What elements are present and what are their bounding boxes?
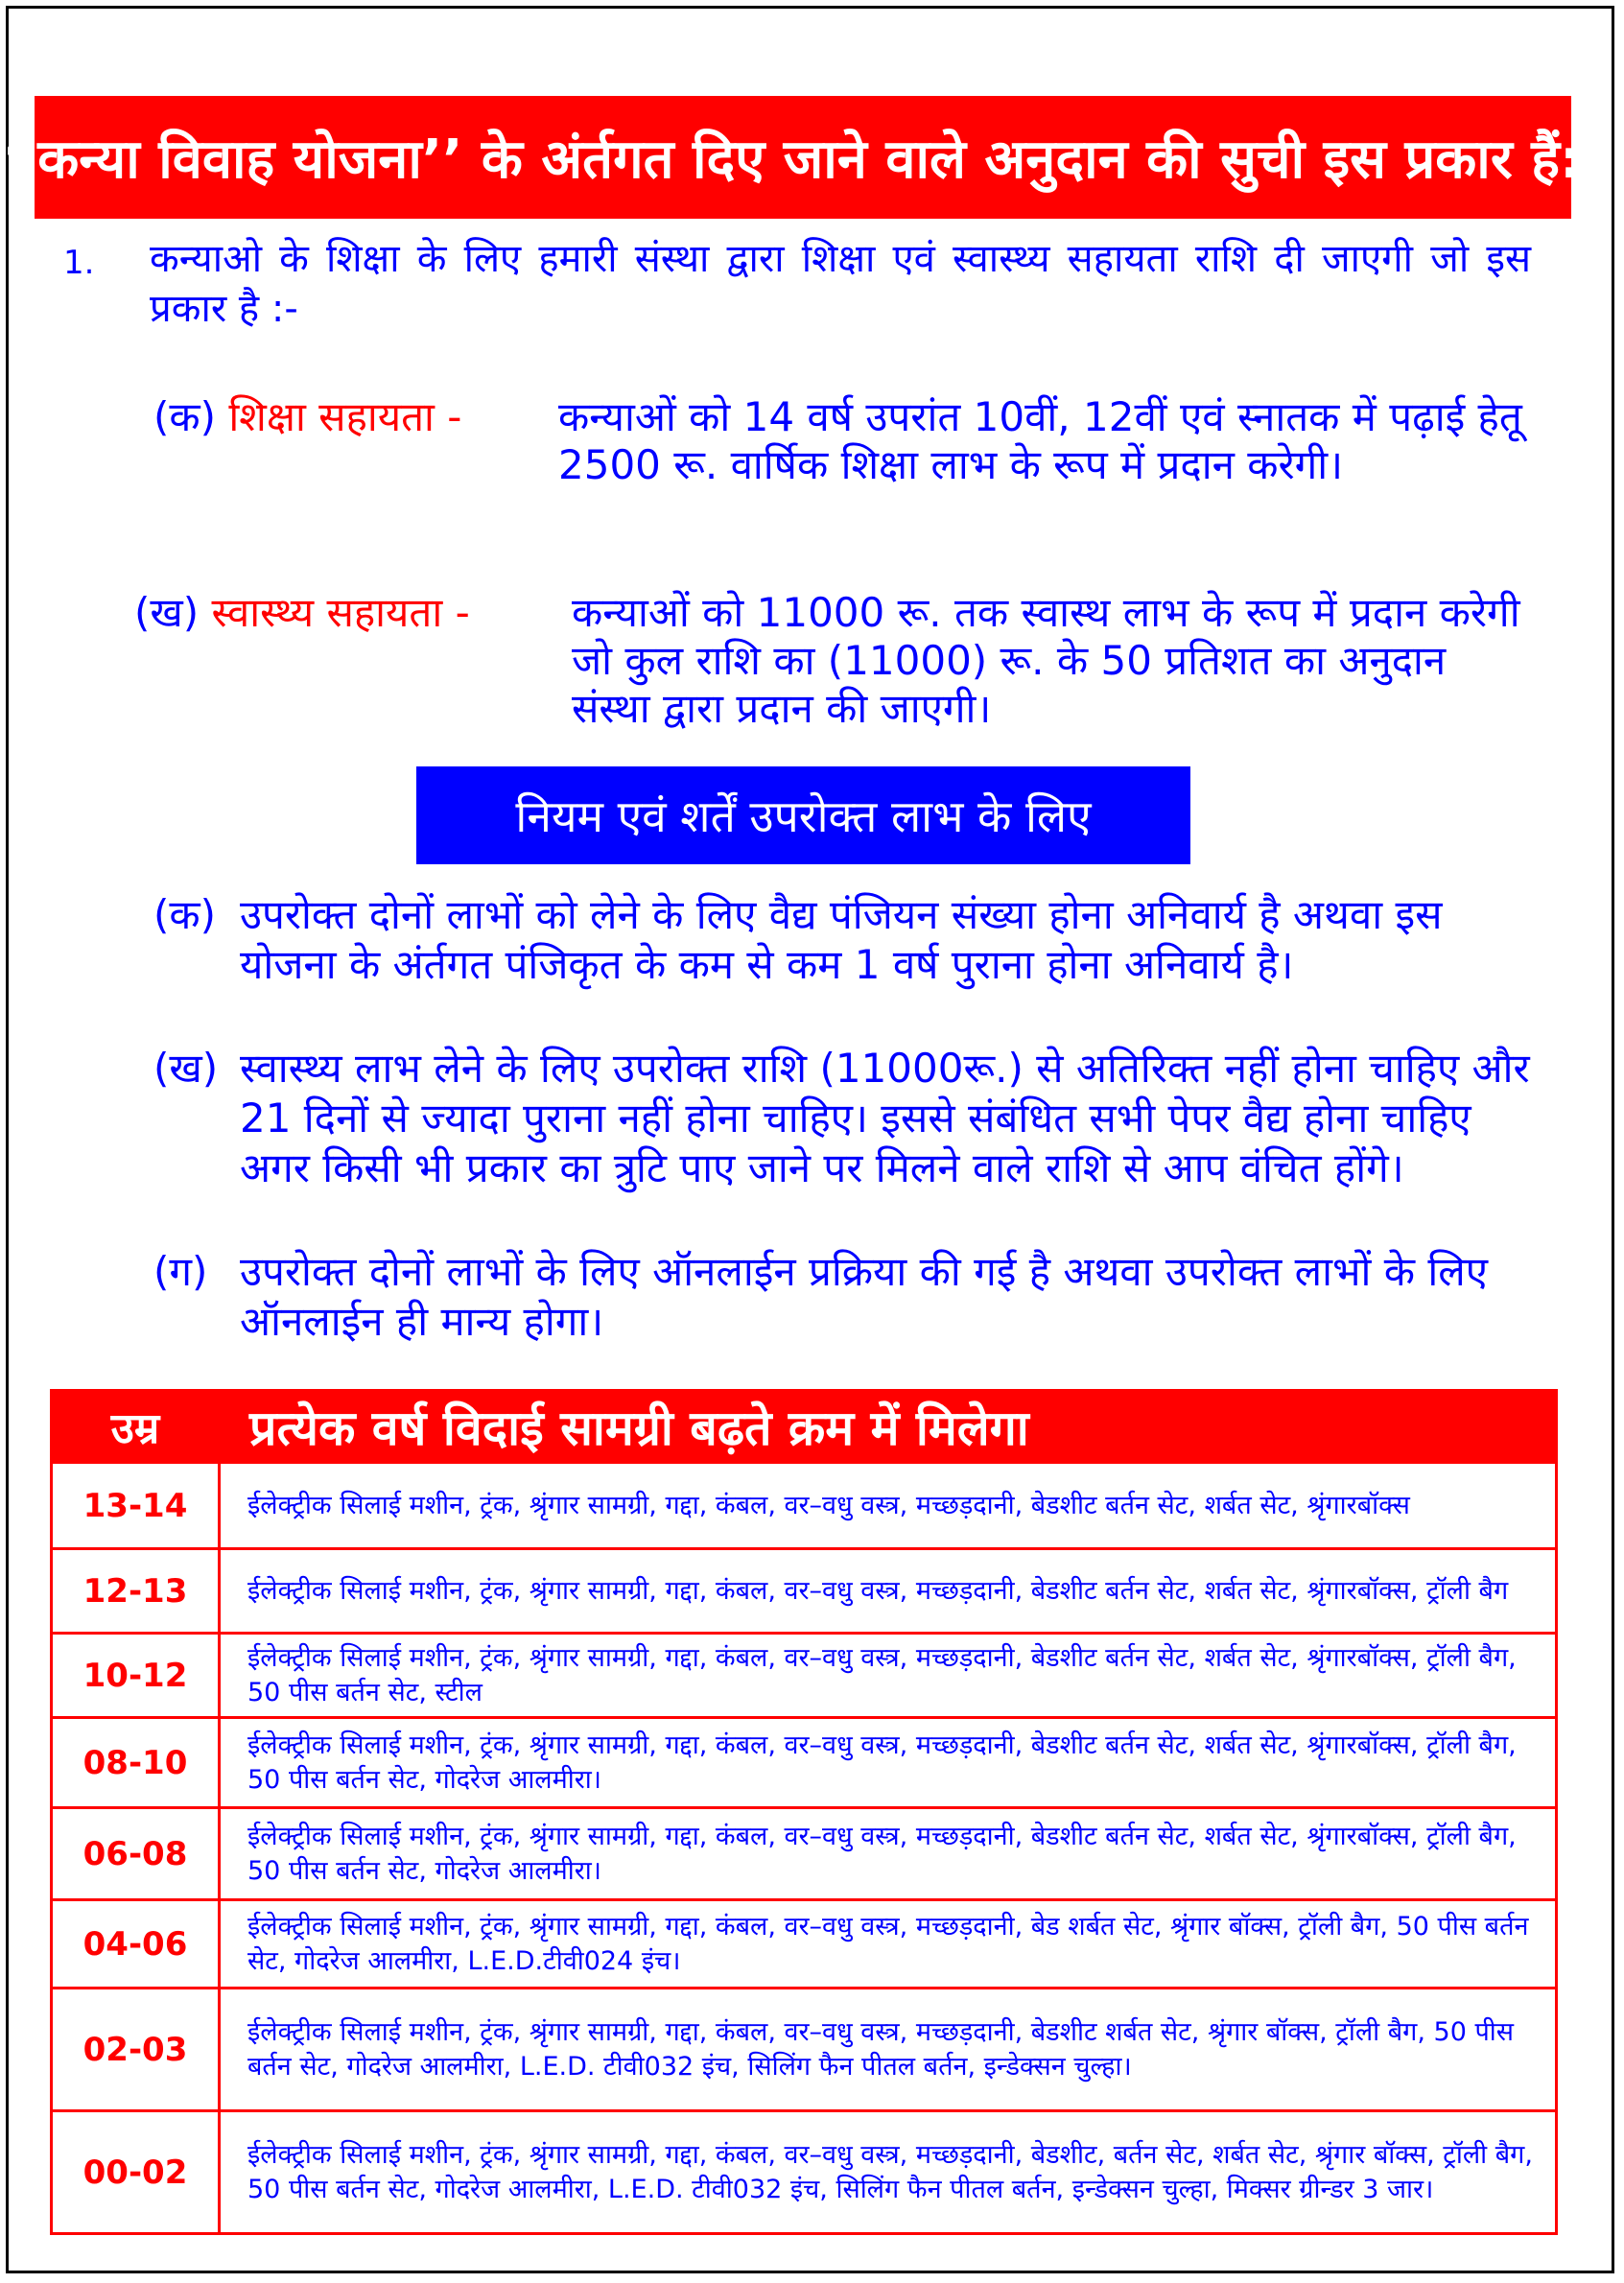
health-text: कन्याओं को 11000 रू. तक स्वास्थ लाभ के रूप में प्रदान करेगी जो कुल राशि का (11000) रू. के 50 प्रतिशत का अनुदान संस्था द्वारा प्रदान की जाएगी। <box>572 589 1520 732</box>
education-marker: (क) <box>153 393 217 440</box>
table-header-age: उम्र <box>52 1391 220 1463</box>
age-cell: 12-13 <box>52 1549 220 1634</box>
health-assistance-section <box>134 589 1544 742</box>
age-cell: 08-10 <box>52 1718 220 1808</box>
page-title-banner: “कन्या विवाह योजना’’ के अंर्तगत दिए जाने वाले अनुदान की सुची इस प्रकार हैं:- <box>35 96 1571 219</box>
table-row <box>52 1989 1557 2111</box>
items-cell: ईलेक्ट्रीक सिलाई मशीन, ट्रंक, श्रृंगार सामग्री, गद्दा, कंबल, वर–वधु वस्त्र, मच्छड़दानी, बेड शर्बत सेट, श्रृंगार बॉक्स, ट्रॉली बैग, 50 पीस बर्तन सेट, गोदरेज आलमीरा, L.E.D.टीवी024 इंच। <box>220 1900 1557 1989</box>
rule-marker: (ख) <box>153 1045 219 1092</box>
items-cell: ईलेक्ट्रीक सिलाई मशीन, ट्रंक, श्रृंगार सामग्री, गद्दा, कंबल, वर–वधु वस्त्र, मच्छड़दानी, बेडशीट बर्तन सेट, शर्बत सेट, श्रृंगारबॉक्स, ट्रॉली बैग, 50 पीस बर्तन सेट, गोदरेज आलमीरा। <box>220 1808 1557 1900</box>
age-cell: 00-02 <box>52 2111 220 2234</box>
table-row <box>52 2111 1557 2234</box>
health-label <box>134 589 470 637</box>
age-cell: 04-06 <box>52 1900 220 1989</box>
education-text: कन्याओं को 14 वर्ष उपरांत 10वीं, 12वीं एवं स्नातक में पढ़ाई हेतू 2500 रू. वार्षिक शिक्षा लाभ के रूप में प्रदान करेगी। <box>558 393 1522 488</box>
items-cell: ईलेक्ट्रीक सिलाई मशीन, ट्रंक, श्रृंगार सामग्री, गद्दा, कंबल, वर–वधु वस्त्र, मच्छड़दानी, बेडशीट बर्तन सेट, शर्बत सेट, श्रृंगारबॉक्स, ट्रॉली बैग, 50 पीस बर्तन सेट, गोदरेज आलमीरा। <box>220 1718 1557 1808</box>
table-row <box>52 1463 1557 1549</box>
education-assistance-section <box>153 393 1544 547</box>
rule-text: स्वास्थ्य लाभ लेने के लिए उपरोक्त राशि (11000रू.) से अतिरिक्त नहीं होना चाहिए और 21 दिनों से ज्यादा पुराना नहीं होना चाहिए। इससे संबंधित सभी पेपर वैद्य होना चाहिए अगर किसी भी प्रकार का त्रुटि पाए जाने पर मिलने वाले राशि से आप वंचित होंगे। <box>240 1045 1530 1191</box>
rule-text: उपरोक्त दोनों लाभों को लेने के लिए वैद्य पंजियन संख्या होना अनिवार्य है अथवा इस योजना के अंर्तगत पंजिकृत के कम से कम 1 वर्ष पुराना होना अनिवार्य है। <box>240 891 1443 988</box>
age-cell: 02-03 <box>52 1989 220 2111</box>
table-row <box>52 1808 1557 1900</box>
table-row <box>52 1900 1557 1989</box>
health-marker: (ख) <box>134 589 200 636</box>
education-title: शिक्षा सहायता <box>228 393 435 440</box>
table-row <box>52 1549 1557 1634</box>
age-cell: 06-08 <box>52 1808 220 1900</box>
education-dash: - <box>447 393 462 440</box>
age-cell: 13-14 <box>52 1463 220 1549</box>
items-cell: ईलेक्ट्रीक सिलाई मशीन, ट्रंक, श्रृंगार सामग्री, गद्दा, कंबल, वर–वधु वस्त्र, मच्छड़दानी, बेडशीट, बर्तन सेट, शर्बत सेट, श्रृंगार बॉक्स, ट्रॉली बैग, 50 पीस बर्तन सेट, गोदरेज आलमीरा, L.E.D. टीवी032 इंच, सिलिंग फैन पीतल बर्तन, इन्डेक्सन चुल्हा, मिक्सर ग्रीन्डर 3 जार। <box>220 2111 1557 2234</box>
education-label <box>153 393 461 441</box>
intro-number: 1. <box>63 244 95 282</box>
health-title: स्वास्थ्य सहायता <box>211 589 443 636</box>
table-header-row <box>52 1391 1557 1463</box>
rule-marker: (ग) <box>153 1248 208 1295</box>
items-cell: ईलेक्ट्रीक सिलाई मशीन, ट्रंक, श्रृंगार सामग्री, गद्दा, कंबल, वर–वधु वस्त्र, मच्छड़दानी, बेडशीट शर्बत सेट, श्रृंगार बॉक्स, ट्रॉली बैग, 50 पीस बर्तन सेट, गोदरेज आलमीरा, L.E.D. टीवी032 इंच, सिलिंग फैन पीतल बर्तन, इन्डेक्सन चुल्हा। <box>220 1989 1557 2111</box>
intro-text: कन्याओ के शिक्षा के लिए हमारी संस्था द्वारा शिक्षा एवं स्वास्थ्य सहायता राशि दी जाएगी जो इस प्रकार है :- <box>150 237 1531 331</box>
table-header-title: प्रत्येक वर्ष विदाई सामग्री बढ़ते क्रम में मिलेगा <box>220 1391 1557 1463</box>
farewell-items-table <box>50 1389 1558 2235</box>
items-cell: ईलेक्ट्रीक सिलाई मशीन, ट्रंक, श्रृंगार सामग्री, गद्दा, कंबल, वर–वधु वस्त्र, मच्छड़दानी, बेडशीट बर्तन सेट, शर्बत सेट, श्रृंगारबॉक्स, ट्रॉली बैग <box>220 1549 1557 1634</box>
rule-marker: (क) <box>153 891 217 938</box>
rule-text: उपरोक्त दोनों लाभों के लिए ऑनलाईन प्रक्रिया की गई है अथवा उपरोक्त लाभों के लिए ऑनलाईन ही मान्य होगा। <box>240 1248 1488 1345</box>
items-cell: ईलेक्ट्रीक सिलाई मशीन, ट्रंक, श्रृंगार सामग्री, गद्दा, कंबल, वर–वधु वस्त्र, मच्छड़दानी, बेडशीट बर्तन सेट, शर्बत सेट, श्रृंगारबॉक्स, ट्रॉली बैग, 50 पीस बर्तन सेट, स्टील <box>220 1634 1557 1718</box>
age-cell: 10-12 <box>52 1634 220 1718</box>
rules-heading: नियम एवं शर्तें उपरोक्त लाभ के लिए <box>416 766 1190 864</box>
table-row <box>52 1634 1557 1718</box>
table-row <box>52 1718 1557 1808</box>
health-dash: - <box>455 589 470 636</box>
items-cell: ईलेक्ट्रीक सिलाई मशीन, ट्रंक, श्रृंगार सामग्री, गद्दा, कंबल, वर–वधु वस्त्र, मच्छड़दानी, बेडशीट बर्तन सेट, शर्बत सेट, श्रृंगारबॉक्स <box>220 1463 1557 1549</box>
